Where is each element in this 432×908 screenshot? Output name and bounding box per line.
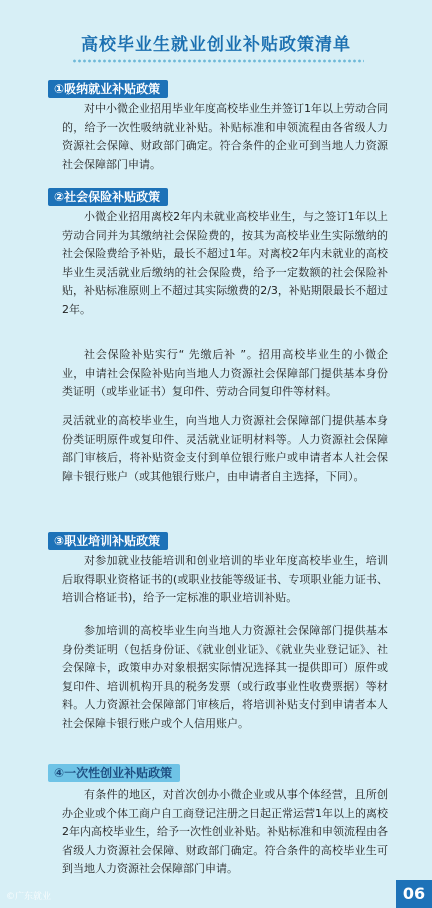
page-number: 06 (396, 880, 432, 908)
section-heading-4: ④一次性创业补贴政策 (48, 764, 180, 782)
section-2-paragraph-3: 灵活就业的高校毕业生，向当地人力资源社会保障部门提供基本身份类证明原件或复印件、灵活就业证明材料等。人力资源社会保障部门审核后，将补贴资金支付到单位银行账户或申请者本人社会保障卡银行账户（或其他银行账户，由申请者自主选择，下同）。 (62, 414, 388, 483)
section-heading-1: ①吸纳就业补贴政策 (48, 80, 168, 98)
section-heading-3: ③职业培训补贴政策 (48, 532, 168, 550)
section-4-paragraph-1: 有条件的地区，对首次创办小微企业或从事个体经营，且所创办企业或个体工商户自工商登记注册之日起正常运营1年以上的离校2年内高校毕业生，给予一次性创业补贴。补贴标准和申领流程由各省级人力资源社会保障、财政部门确定。符合条件的高校毕业生可到当地人力资源社会保障部门申请。 (62, 788, 388, 875)
section-2-paragraph-2: 社会保险补贴实行“ 先缴后补 ”。招用高校毕业生的小微企业，申请社会保险补贴向当地人力资源社会保障部门提供基本身份类证明（或毕业证书）复印件、劳动合同复印件等材料。 (62, 348, 388, 398)
section-3-paragraph-2: 参加培训的高校毕业生向当地人力资源社会保障部门提供基本身份类证明（包括身份证、《就业创业证》、《就业失业登记证》、社会保障卡，政策申办对象根据实际情况选择其一提供即可）原件或复印件、培训机构开具的税务发票（或行政事业性收费票据）等材料。人力资源社会保障部门审核后，将培训补贴支付到申请者本人社会保障卡银行账户或个人信用账户。 (62, 624, 388, 730)
section-3-paragraph-1: 对参加就业技能培训和创业培训的毕业年度高校毕业生，培训后取得职业资格证书的(或职业技能等级证书、专项职业能力证书、培训合格证书)，给予一定标准的职业培训补贴。 (62, 554, 388, 604)
section-2-paragraph-1: 小微企业招用离校2年内未就业高校毕业生，与之签订1年以上劳动合同并为其缴纳社会保险费的，按其为高校毕业生实际缴纳的社会保险费给予补贴，最长不超过1年。对离校2年内未就业的高校毕业生灵活就业后缴纳的社会保险费，给予一定数额的社会保险补贴，补贴标准原则上不超过其实际缴费的2/3，补贴期限最长不超过2年。 (62, 210, 388, 316)
section-heading-2: ②社会保险补贴政策 (48, 188, 168, 206)
section-1-paragraph-1: 对中小微企业招用毕业年度高校毕业生并签订1年以上劳动合同的，给予一次性吸纳就业补贴。补贴标准和申领流程由各省级人力资源社会保障、财政部门确定。符合条件的企业可到当地人力资源社会保障部门申请。 (62, 102, 388, 171)
title-underline-dots (72, 58, 364, 64)
page-title: 高校毕业生就业创业补贴政策清单 (81, 35, 351, 55)
footer-watermark: ©广东就业 (6, 892, 52, 902)
